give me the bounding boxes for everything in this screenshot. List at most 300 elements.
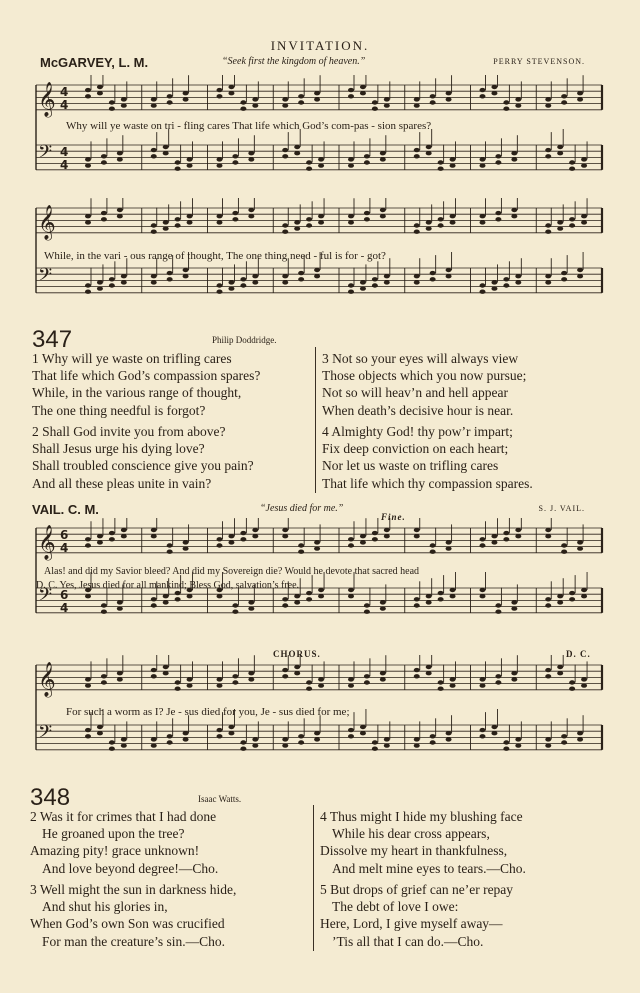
note-head bbox=[557, 671, 563, 675]
note-head bbox=[232, 674, 238, 678]
note-head bbox=[217, 88, 223, 92]
note-head bbox=[438, 160, 444, 164]
stanza-line: While, in the various range of thought, bbox=[32, 385, 242, 401]
note-head bbox=[117, 214, 123, 218]
dc-lyric-line: D. C. Yes, Jesus died for all mankind; Bless God, salvation’s free. bbox=[36, 580, 300, 591]
note-head bbox=[318, 220, 324, 224]
note-head bbox=[569, 597, 575, 601]
note-head bbox=[101, 674, 107, 678]
note-head bbox=[545, 223, 551, 227]
note-head bbox=[348, 163, 354, 167]
note-head bbox=[282, 230, 288, 234]
note-head bbox=[348, 588, 354, 592]
note-head bbox=[306, 680, 312, 684]
note-head bbox=[232, 160, 238, 164]
note-head bbox=[569, 167, 575, 171]
stanza-line: 5 But drops of grief can ne’er repay bbox=[320, 882, 514, 897]
note-head bbox=[438, 167, 444, 171]
note-head bbox=[298, 94, 304, 98]
note-head bbox=[175, 223, 181, 227]
note-head bbox=[187, 677, 193, 681]
note-head bbox=[167, 277, 173, 281]
note-head bbox=[380, 606, 386, 610]
note-head bbox=[85, 728, 91, 732]
note-head bbox=[503, 740, 509, 744]
note-head bbox=[480, 734, 486, 738]
stanza-line: 2 Was it for crimes that I had done bbox=[30, 809, 217, 824]
note-head bbox=[248, 157, 254, 161]
note-head bbox=[306, 167, 312, 171]
note-head bbox=[151, 230, 157, 234]
note-head bbox=[151, 674, 157, 678]
stanza-line: When God’s own Son was crucified bbox=[30, 916, 225, 932]
note-head bbox=[117, 600, 123, 604]
note-head bbox=[414, 280, 420, 284]
note-head bbox=[480, 588, 486, 592]
note-head bbox=[380, 671, 386, 675]
note-head bbox=[228, 731, 234, 735]
note-head bbox=[294, 665, 300, 669]
note-head bbox=[557, 220, 563, 224]
note-head bbox=[446, 274, 452, 278]
note-head bbox=[298, 277, 304, 281]
note-head bbox=[581, 220, 587, 224]
note-head bbox=[252, 743, 258, 747]
note-head bbox=[232, 217, 238, 221]
note-head bbox=[426, 665, 432, 669]
note-head bbox=[480, 728, 486, 732]
note-head bbox=[240, 107, 246, 111]
note-head bbox=[515, 737, 521, 741]
note-head bbox=[380, 214, 386, 218]
note-head bbox=[348, 728, 354, 732]
note-head bbox=[491, 731, 497, 735]
note-head bbox=[480, 283, 486, 287]
note-head bbox=[117, 606, 123, 610]
note-head bbox=[163, 671, 169, 675]
note-head bbox=[85, 220, 91, 224]
note-head bbox=[360, 725, 366, 729]
note-head bbox=[561, 543, 567, 547]
stanza bbox=[30, 808, 218, 877]
note-head bbox=[217, 734, 223, 738]
note-head bbox=[228, 534, 234, 538]
note-head bbox=[175, 167, 181, 171]
note-head bbox=[121, 534, 127, 538]
note-head bbox=[228, 725, 234, 729]
note-head bbox=[360, 731, 366, 735]
note-head bbox=[109, 740, 115, 744]
stanza-line: And shut his glories in, bbox=[42, 899, 168, 915]
note-head bbox=[364, 160, 370, 164]
note-head bbox=[306, 223, 312, 227]
note-head bbox=[101, 680, 107, 684]
note-head bbox=[217, 594, 223, 598]
note-head bbox=[294, 600, 300, 604]
note-head bbox=[430, 94, 436, 98]
note-head bbox=[85, 537, 91, 541]
note-head bbox=[515, 97, 521, 101]
note-head bbox=[577, 731, 583, 735]
note-head bbox=[414, 230, 420, 234]
note-head bbox=[545, 737, 551, 741]
time-signature-top: 6 bbox=[60, 528, 69, 542]
stanza-line: When death’s decisive hour is near. bbox=[322, 402, 514, 418]
note-head bbox=[414, 668, 420, 672]
note-head bbox=[117, 671, 123, 675]
stanza-line: 1 Why will ye waste on trifling cares bbox=[32, 351, 232, 366]
chorus-label: CHORUS. bbox=[273, 649, 321, 659]
note-head bbox=[294, 220, 300, 224]
note-head bbox=[85, 594, 91, 598]
note-head bbox=[480, 290, 486, 294]
note-head bbox=[414, 743, 420, 747]
note-head bbox=[414, 528, 420, 532]
note-head bbox=[480, 220, 486, 224]
note-head bbox=[480, 214, 486, 218]
note-head bbox=[232, 680, 238, 684]
note-head bbox=[121, 737, 127, 741]
note-head bbox=[561, 734, 567, 738]
note-head bbox=[515, 534, 521, 538]
note-head bbox=[175, 160, 181, 164]
note-head bbox=[314, 540, 320, 544]
lyric-line: Alas! and did my Savior bleed? And did my Sovereign die? Would he devote that sacred head bbox=[44, 566, 420, 577]
stanza-line: The one thing needful is forgot? bbox=[32, 402, 206, 418]
note-head bbox=[298, 271, 304, 275]
note-head bbox=[151, 148, 157, 152]
note-head bbox=[360, 85, 366, 89]
note-head bbox=[491, 725, 497, 729]
note-head bbox=[557, 600, 563, 604]
note-head bbox=[438, 597, 444, 601]
bass-staff bbox=[36, 572, 602, 615]
note-head bbox=[372, 277, 378, 281]
treble-clef-icon: 𝄞 bbox=[38, 205, 56, 240]
note-head bbox=[426, 226, 432, 230]
note-head bbox=[151, 597, 157, 601]
treble-staff bbox=[36, 198, 602, 241]
note-head bbox=[298, 543, 304, 547]
note-head bbox=[545, 528, 551, 532]
note-head bbox=[252, 528, 258, 532]
note-head bbox=[380, 600, 386, 604]
stanza-line: Dissolve my heart in thankfulness, bbox=[320, 843, 508, 859]
note-head bbox=[121, 97, 127, 101]
time-signature-bottom: 4 bbox=[60, 541, 69, 555]
note-head bbox=[151, 737, 157, 741]
note-head bbox=[151, 280, 157, 284]
note-head bbox=[117, 157, 123, 161]
stanza-line: Those objects which you now pursue; bbox=[322, 368, 527, 384]
note-head bbox=[372, 531, 378, 535]
note-head bbox=[163, 665, 169, 669]
note-head bbox=[360, 280, 366, 284]
stanza-line: 3 Well might the sun in darkness hide, bbox=[30, 882, 237, 897]
note-head bbox=[414, 154, 420, 158]
note-head bbox=[117, 151, 123, 155]
note-head bbox=[511, 151, 517, 155]
note-head bbox=[163, 600, 169, 604]
note-head bbox=[232, 603, 238, 607]
note-head bbox=[581, 214, 587, 218]
note-head bbox=[561, 550, 567, 554]
note-head bbox=[480, 88, 486, 92]
note-head bbox=[561, 100, 567, 104]
treble-staff bbox=[36, 655, 602, 698]
note-head bbox=[217, 677, 223, 681]
note-head bbox=[511, 600, 517, 604]
note-head bbox=[450, 163, 456, 167]
note-head bbox=[450, 683, 456, 687]
note-head bbox=[426, 600, 432, 604]
note-head bbox=[348, 88, 354, 92]
note-head bbox=[240, 277, 246, 281]
note-head bbox=[511, 208, 517, 212]
note-head bbox=[503, 283, 509, 287]
note-head bbox=[167, 94, 173, 98]
bass-clef-icon: 𝄢 bbox=[38, 142, 53, 167]
note-head bbox=[364, 610, 370, 614]
note-head bbox=[364, 217, 370, 221]
stanza bbox=[320, 808, 526, 877]
note-head bbox=[167, 271, 173, 275]
note-head bbox=[298, 100, 304, 104]
note-head bbox=[430, 271, 436, 275]
note-head bbox=[515, 280, 521, 284]
note-head bbox=[446, 91, 452, 95]
note-head bbox=[163, 226, 169, 230]
note-head bbox=[294, 671, 300, 675]
note-head bbox=[545, 534, 551, 538]
note-head bbox=[491, 286, 497, 290]
note-head bbox=[380, 157, 386, 161]
hymn-number: 348 bbox=[30, 784, 71, 811]
note-head bbox=[175, 597, 181, 601]
note-head bbox=[561, 94, 567, 98]
note-head bbox=[491, 91, 497, 95]
note-head bbox=[187, 163, 193, 167]
note-head bbox=[217, 283, 223, 287]
note-head bbox=[232, 154, 238, 158]
stanza-line: Here, Lord, I give myself away— bbox=[320, 916, 503, 932]
music-system bbox=[0, 198, 640, 328]
note-head bbox=[252, 274, 258, 278]
note-head bbox=[314, 97, 320, 101]
stanza bbox=[322, 423, 533, 492]
note-head bbox=[581, 594, 587, 598]
note-head bbox=[318, 677, 324, 681]
note-head bbox=[348, 537, 354, 541]
stanza-line: 4 Thus might I hide my blushing face bbox=[320, 809, 523, 824]
note-head bbox=[298, 734, 304, 738]
note-head bbox=[151, 528, 157, 532]
note-head bbox=[151, 274, 157, 278]
stanza-line: ’Tis all that I can do.—Cho. bbox=[332, 933, 484, 949]
note-head bbox=[101, 211, 107, 215]
note-head bbox=[495, 603, 501, 607]
note-head bbox=[384, 528, 390, 532]
note-head bbox=[426, 671, 432, 675]
note-head bbox=[491, 280, 497, 284]
note-head bbox=[545, 674, 551, 678]
stanza-line: That life which thy compassion spares. bbox=[322, 475, 533, 491]
note-head bbox=[101, 603, 107, 607]
note-head bbox=[228, 540, 234, 544]
note-head bbox=[151, 603, 157, 607]
note-head bbox=[240, 740, 246, 744]
note-head bbox=[414, 97, 420, 101]
treble-clef-icon: 𝄞 bbox=[38, 662, 56, 697]
note-head bbox=[151, 743, 157, 747]
note-head bbox=[446, 546, 452, 550]
note-head bbox=[187, 220, 193, 224]
note-head bbox=[217, 163, 223, 167]
note-head bbox=[360, 540, 366, 544]
stanza-line: Amazing pity! grace unknown! bbox=[30, 843, 200, 859]
note-head bbox=[175, 680, 181, 684]
note-head bbox=[577, 540, 583, 544]
tune-header-mcgarvey bbox=[40, 55, 585, 71]
lyric-line: For such a worm as I? Je - sus died for you, Je - sus died for me; bbox=[66, 706, 350, 718]
note-head bbox=[97, 85, 103, 89]
note-head bbox=[503, 277, 509, 281]
note-head bbox=[97, 725, 103, 729]
note-head bbox=[217, 290, 223, 294]
note-head bbox=[228, 280, 234, 284]
note-head bbox=[364, 674, 370, 678]
note-head bbox=[384, 280, 390, 284]
note-head bbox=[426, 145, 432, 149]
hymn-author: Isaac Watts. bbox=[198, 794, 242, 804]
note-head bbox=[414, 534, 420, 538]
note-head bbox=[217, 220, 223, 224]
note-head bbox=[503, 107, 509, 111]
stanza-line: Fix deep conviction on each heart; bbox=[322, 441, 509, 457]
note-head bbox=[232, 211, 238, 215]
note-head bbox=[581, 683, 587, 687]
note-head bbox=[372, 537, 378, 541]
note-head bbox=[511, 157, 517, 161]
note-head bbox=[248, 677, 254, 681]
note-head bbox=[282, 674, 288, 678]
note-head bbox=[480, 677, 486, 681]
note-head bbox=[183, 737, 189, 741]
music-system bbox=[0, 75, 640, 190]
hymn-author: Philip Doddridge. bbox=[212, 335, 277, 345]
note-head bbox=[545, 274, 551, 278]
note-head bbox=[318, 588, 324, 592]
note-head bbox=[446, 731, 452, 735]
note-head bbox=[163, 220, 169, 224]
note-head bbox=[438, 217, 444, 221]
note-head bbox=[85, 683, 91, 687]
note-head bbox=[414, 674, 420, 678]
note-head bbox=[581, 163, 587, 167]
note-head bbox=[503, 531, 509, 535]
note-head bbox=[511, 671, 517, 675]
note-head bbox=[384, 534, 390, 538]
tune-header-vail bbox=[32, 502, 585, 518]
note-head bbox=[318, 163, 324, 167]
note-head bbox=[97, 91, 103, 95]
note-head bbox=[515, 528, 521, 532]
note-head bbox=[282, 280, 288, 284]
note-head bbox=[252, 534, 258, 538]
stanza-line: 3 Not so your eyes will always view bbox=[322, 351, 519, 366]
note-head bbox=[414, 103, 420, 107]
note-head bbox=[372, 107, 378, 111]
note-head bbox=[121, 280, 127, 284]
note-head bbox=[175, 591, 181, 595]
note-head bbox=[101, 154, 107, 158]
note-head bbox=[569, 680, 575, 684]
note-head bbox=[446, 97, 452, 101]
note-head bbox=[569, 687, 575, 691]
note-head bbox=[85, 94, 91, 98]
note-head bbox=[360, 534, 366, 538]
fine-marking: Fine. bbox=[381, 512, 406, 522]
bass-clef-icon: 𝄢 bbox=[38, 585, 53, 610]
note-head bbox=[450, 588, 456, 592]
note-head bbox=[515, 103, 521, 107]
stanza-line: While his dear cross appears, bbox=[332, 826, 490, 842]
note-head bbox=[511, 677, 517, 681]
note-head bbox=[97, 286, 103, 290]
note-head bbox=[348, 594, 354, 598]
note-head bbox=[561, 271, 567, 275]
note-head bbox=[183, 546, 189, 550]
time-signature-top: 4 bbox=[60, 85, 69, 99]
note-head bbox=[314, 546, 320, 550]
stanza-line: Nor let us waste on trifling cares bbox=[322, 458, 499, 474]
note-head bbox=[545, 603, 551, 607]
note-head bbox=[167, 543, 173, 547]
note-head bbox=[480, 157, 486, 161]
note-head bbox=[384, 737, 390, 741]
note-head bbox=[306, 160, 312, 164]
note-head bbox=[372, 740, 378, 744]
treble-staff bbox=[36, 75, 602, 118]
note-head bbox=[438, 680, 444, 684]
note-head bbox=[252, 97, 258, 101]
note-head bbox=[380, 677, 386, 681]
note-head bbox=[491, 540, 497, 544]
note-head bbox=[240, 100, 246, 104]
note-head bbox=[318, 157, 324, 161]
tune-quote: “Seek first the kingdom of heaven.” bbox=[222, 56, 366, 67]
note-head bbox=[480, 537, 486, 541]
note-head bbox=[364, 680, 370, 684]
stanza-line: Shall troubled conscience give you pain? bbox=[32, 458, 254, 474]
note-head bbox=[252, 280, 258, 284]
note-head bbox=[495, 211, 501, 215]
note-head bbox=[217, 94, 223, 98]
note-head bbox=[438, 687, 444, 691]
stanza-line: 2 Shall God invite you from above? bbox=[32, 424, 226, 439]
note-head bbox=[480, 543, 486, 547]
note-head bbox=[228, 286, 234, 290]
time-signature-bottom: 4 bbox=[60, 601, 69, 615]
lyric-line: While, in the vari - ous range of thought, The one thing need - ful is for - got? bbox=[44, 250, 386, 262]
note-head bbox=[545, 230, 551, 234]
note-head bbox=[282, 534, 288, 538]
note-head bbox=[117, 677, 123, 681]
note-head bbox=[183, 731, 189, 735]
note-head bbox=[314, 91, 320, 95]
note-head bbox=[306, 591, 312, 595]
note-head bbox=[557, 665, 563, 669]
